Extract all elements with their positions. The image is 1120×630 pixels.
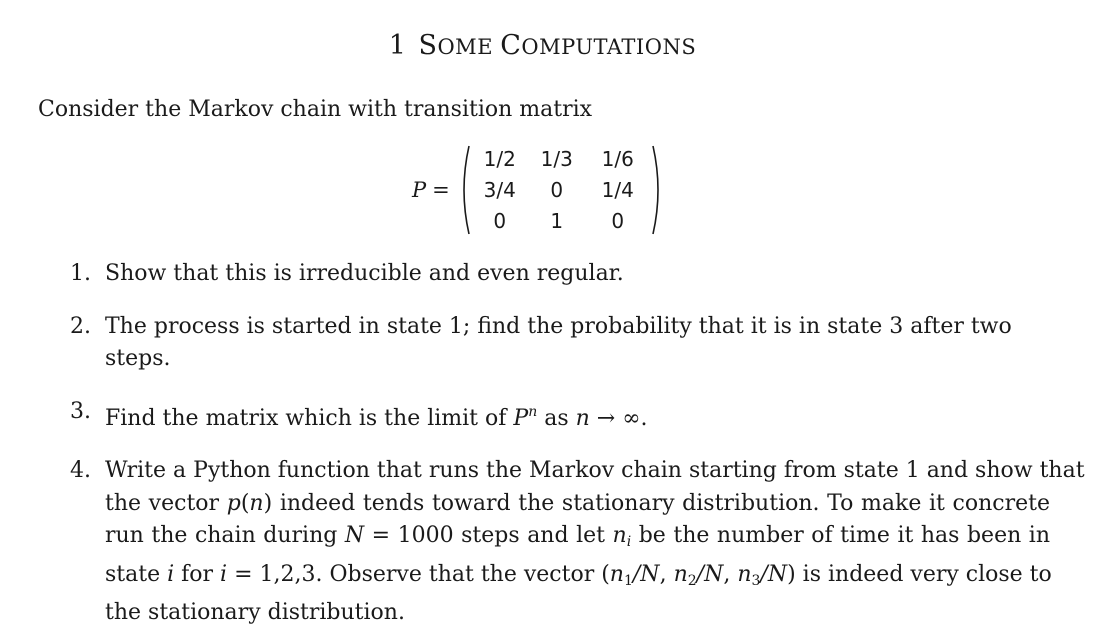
math-symbol: n [612,523,627,548]
item-text: Show that this is irreducible and even regular. [105,261,624,286]
math-symbol: /N [760,561,788,587]
matrix-cell: 1/3 [540,147,573,171]
item-text: for [174,561,221,587]
transition-matrix [412,144,664,236]
item-text: , [659,561,674,587]
section-title-part: C [500,30,522,61]
math-symbol: n [673,561,688,587]
item-marker: 4. [70,458,91,483]
exercise-list [70,258,1085,630]
item-marker: 3. [70,398,91,424]
matrix-cell: 0 [611,209,625,233]
item-text: = 1000 steps and let [364,523,613,548]
matrix-cell: 0 [550,178,564,202]
list-item [70,396,1050,436]
math-symbol: n [609,561,624,587]
item-text: → ∞. [589,405,648,431]
item-text: be the number of time it has been in [631,523,1051,548]
item-line: the stationary distribution. [105,600,405,625]
item-text: the vector [105,490,227,516]
math-symbol: /N [632,561,660,587]
math-subscript: 1 [623,572,633,589]
item-text: ) is indeed very close to [787,561,1052,587]
math-subscript: 2 [687,572,697,589]
section-number: 1 [388,30,407,61]
math-symbol: n [737,561,752,587]
list-item [70,311,1050,376]
matrix-cells [474,144,648,237]
item-text: , [723,561,738,587]
math-exponent: n [528,403,538,420]
item-marker: 1. [70,261,91,286]
item-text: run the chain during [105,523,345,548]
math-symbol: i [167,561,175,587]
section-heading [0,30,1085,61]
math-subscript: 3 [751,572,761,589]
matrix-cell: 3/4 [483,178,516,202]
math-subscript: i [626,534,632,550]
math-symbol: n [249,490,264,516]
section-title-part: OMPUTATIONS [521,35,697,59]
math-symbol: i [220,561,228,587]
matrix-cell: 1/2 [483,147,516,171]
item-text: ( [240,490,250,516]
math-symbol: p [226,490,241,516]
item-line [105,520,1050,559]
equals-sign: = [432,178,450,202]
matrix-cell: 0 [493,209,507,233]
right-paren [650,144,664,236]
matrix-cell: 1 [550,209,564,233]
matrix-symbol: P [412,178,427,202]
math-symbol: /N [696,561,724,587]
math-symbol: n [575,405,590,431]
math-symbol: P [513,405,529,431]
item-text: as [537,405,576,431]
list-item [70,258,1050,291]
item-line [105,559,1050,598]
left-paren [458,144,472,236]
item-text: = 1,2,3. Observe that the vector ( [227,561,610,587]
matrix-cell: 1/6 [601,147,634,171]
item-line: Write a Python function that runs the Markov chain starting from state 1 and show that [105,458,1085,483]
section-title-part: S [418,30,438,61]
item-marker: 2. [70,313,91,339]
item-text: ) indeed tends toward the stationary distribution. To make it concrete [263,490,1051,516]
section-title-part: OME [437,35,501,59]
item-text: Find the matrix which is the limit of [105,405,514,431]
matrix-label [412,178,450,202]
item-line [105,488,1050,521]
item-text: The process is started in state 1; find the probability that it is in state 3 after two steps. [105,313,1012,371]
list-item [70,455,1085,630]
item-text: state [105,561,168,587]
matrix-cell: 1/4 [601,178,634,202]
math-symbol: N [344,523,365,548]
intro-paragraph: Consider the Markov chain with transition matrix [38,97,593,122]
